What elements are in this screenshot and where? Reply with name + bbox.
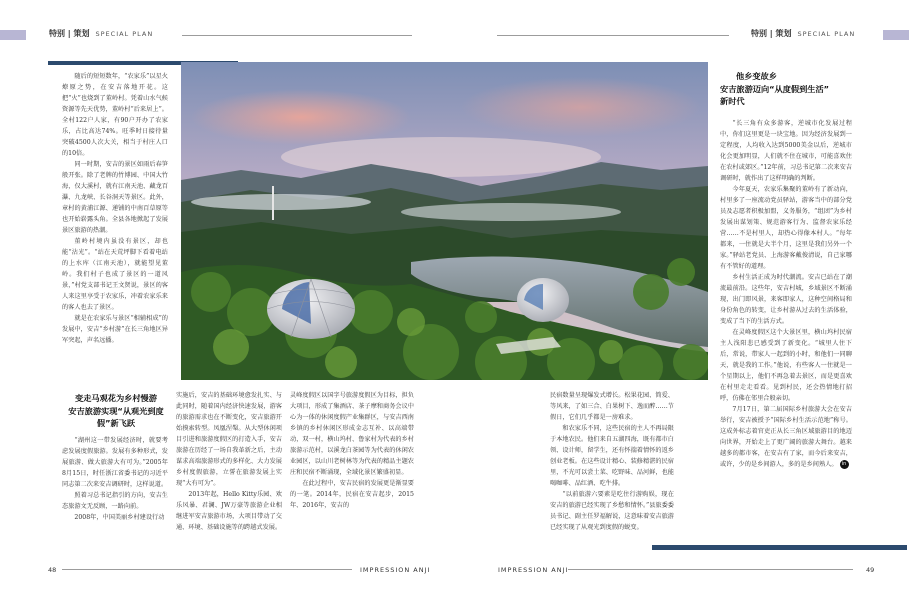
paragraph: 随后的短短数年，“农家乐”以星火燎原之势，在安吉落地开花。这把“火”也烧到了董岭村。凭着山水气候资源等先天优势，董岭村“后来居上”。全村122户人家，有90户开办了农家乐，占比高达74%。旺季时日接待量突破4500人次大关，相当于村庄人口的10倍。 [62, 73, 168, 157]
article-column-1 [62, 71, 168, 371]
end-mark-icon: in [840, 460, 849, 469]
left-footer-title: IMPRESSION ANJI [360, 566, 431, 574]
section-heading-2-line-2: 安吉旅游迈向“从度假到生活” [720, 83, 830, 94]
section-heading-2-line-3: 新时代 [720, 96, 745, 106]
left-header-section [49, 28, 153, 39]
right-header-title-en: SPECIAL PLAN [797, 30, 856, 38]
paragraph: 2013年起，Hello Kitty乐园、欢乐风暴、君澜、JW万豪等旅游企业相继进军安吉旅游市场，大项目带动了交通、环境、基础设施等的跨越式发展。 [176, 491, 282, 531]
left-header-title: 特别 | 策划 [49, 29, 90, 38]
right-header-section [751, 28, 855, 39]
paragraph: 同一时期，安吉的景区如雨后春笋般开张。除了老牌的竹博园、中国大竹海，仅大溪村，就有江南天池、藏龙百瀑、九龙峡、长谷洞天等景区。此外，章村的黄浦江源、递铺的中南百草原等也开始崭露头角。全县各地掀起了发展景区旅游的热潮。 [62, 161, 168, 234]
paragraph [720, 404, 852, 470]
paragraph: 照着习总书记指引的方向，安吉生态旅游文无反顾，一路向前。 [62, 492, 168, 510]
paragraph: “湖州这一带发展经济时，就要考虑发展度假旅游。发展有多种形式，发展旅游、做大旅游大有可为。”2005年8月15日，时任浙江省委书记的习近平同志第二次来安吉调研时，这样说道。 [62, 437, 168, 488]
article-column-5 [550, 390, 674, 540]
paragraph: 2008年，中国美丽乡村建设行动 [74, 514, 165, 521]
right-header-title: 特别 | 策划 [751, 29, 792, 38]
article-column-6 [720, 118, 852, 536]
left-footer-rule [62, 569, 352, 570]
left-header-tab [0, 30, 26, 40]
right-footer-title: IMPRESSION ANJI [498, 566, 569, 574]
article-column-3 [176, 390, 282, 558]
article-column-4 [290, 390, 414, 558]
right-page-number: 49 [866, 566, 875, 574]
paragraph: 就是在农家乐与景区“相辅相成”的发展中，安吉“乡村游”在长三角地区异军突起，声名远播。 [62, 315, 168, 344]
bottom-accent-bar [652, 545, 907, 550]
paragraph: 今年夏天，农家乐集聚的董岭有了新动向，村里多了一座流动党员驿站，游客当中的部分党员及志愿者积极加盟，义务服务，“组团”为乡村发展出谋划策、规范游客行为、监督农家乐经营……不是村里人，却热心得像本村人。“每年都来，一住就是大半个月，这里是我们另外一个家。”驿站老党员、上海游客戴俊清说，自己家哪有不管好的道理。 [720, 186, 852, 270]
paragraph: 在灵峰度假区这个大景区里，横山坞村民宿主人浅阳悲已感受到了新变化。“城里人住下后，常说，带家人一起到的小时，和他们一同聊天，就是我的工作。”他说，有些客人一住就是一个星期以上，他们不再急着去景区，而是更喜欢在村里走走看看。见到村民，还会热情地打招呼，仿佛在邻里合般亲切。 [720, 329, 852, 402]
right-header-rule [497, 35, 729, 36]
paragraph: 民宿数量呈现爆发式增长。松果花园、简爱、等风来，了如三合、白果树下、逸而醉……节假日，它们几乎都是一房难求。 [550, 392, 674, 421]
paragraph: 董岭村境内虽没有景区，却也能“沾光”。“站在天荒坪脚下看着电站的上水库（江南天池），就能望见董岭。我们村子也成了景区的一道风景，”村党支部书记王文贤说，景区的客人来这里享受于农家乐，冲着农家乐来的客人也去了景区。 [62, 238, 168, 311]
right-footer-rule [568, 569, 853, 570]
section-heading-1-line-2: 安吉旅游实现“从观光到度假”新飞跃 [68, 405, 164, 428]
section-heading-1-line-1: 变走马观花为乡村慢游 [75, 393, 157, 403]
left-header-rule [182, 35, 412, 36]
left-header-title-en: SPECIAL PLAN [95, 30, 154, 38]
section-heading-2 [720, 70, 860, 108]
paragraph: 和农家乐不同，这些民宿的主人不再局限于本地农民。他们来自五湖四海，既有都市白领、设计师，留学生，还有怀揣着情怀的返乡创业老板。在这些设计精心、装修精湛的民宿里，不光可以尝土菜、吃野味、品河鲜，也能喝咖啡、品红酒、吃牛排。 [550, 425, 674, 487]
tent-domes-mountain-lake-icon [181, 62, 708, 380]
paragraph-text: 7月17日，第二届国际乡村旅游大会在安吉举行，安吉被授予“国际乡村生活示范地”称号。这成外标志着官吏正从长三角区域旅游目的地迈向世界，开始走上了更广阔的旅游大舞台。越来越多的都市客，在安吉有了家，而今后来安吉，或许，少的是乡间游人，多的是乡间熟人。 [720, 406, 852, 468]
section-heading-1 [62, 392, 170, 430]
paragraph: 在此过程中，安吉民宿的发展更是渐显要的一笔。2014年，民宿在安吉起步，2015年、2016年，安吉的 [290, 480, 414, 509]
paragraph: 乡村生活正成为时代潮流。安吉已站在了潮流最前沿。这些年，安吉村城，乡域景区不断涌现，出门即风景，来客即家人，这种空间格局和身份角色的转变，让乡村游从过去的生活体验，变成了当下的生活方式。 [720, 274, 852, 325]
left-page-number: 48 [48, 566, 57, 574]
section-heading-2-line-1: 他乡变故乡 [736, 71, 777, 81]
paragraph: “长三角有众多游客，逆城市化发展过程中，你们这里更是一块宝地。因为经济发展到一定程度，人均收入达到5000美金以后，逆城市化会更加明显，人们就不住在城市，可能喜欢住在农村或郊区。”12年前，习总书记第二次来安吉调研时，就作出了这样明确的判断。 [720, 120, 852, 182]
article-column-2 [62, 435, 168, 555]
landscape-photo [181, 62, 708, 380]
paragraph: 实施后，安吉的基础环境愈发扎实、与此同时，随着国内经济快速发展，游客的旅游需求也在不断变化，安吉旅游开始摸索转型。凤凰涅槃。从大型休闲项目引进和旅游度假区的打造入手，安吉旅游在历经了一场自我革新之后，主动谋求高端旅游形式的多样化、大力发展乡村度假旅游，立誓在旅游发展上实现“大有可为”。 [176, 392, 282, 487]
right-header-tab [883, 30, 909, 40]
paragraph: 灵峰度假区以国字号旅游度假区为目标，担负大项目，形成了集酒店、茶子摩和商务会议中心为一体的休闲度假产业集群区，与安吉西南乡镇的乡村休闲区形成金志互补、以高端带动，双一村，横山坞村、鲁家村为代表的乡村旅游示范村，以溪龙白茶园等为代表的休闲农业园区，以山川老树林等为代表的精品主题农庄和民宿不断涌现，全域化景区繁盛初显。 [290, 392, 414, 476]
paragraph: “以前旅游六要素是吃住行游购娱，现在安吉的旅游已经实现了乡愁和情怀。”县旅委委员书记、副主任罗福解说，这意味着安吉旅游已经实现了从观光到度假的蜕变。 [550, 491, 674, 531]
